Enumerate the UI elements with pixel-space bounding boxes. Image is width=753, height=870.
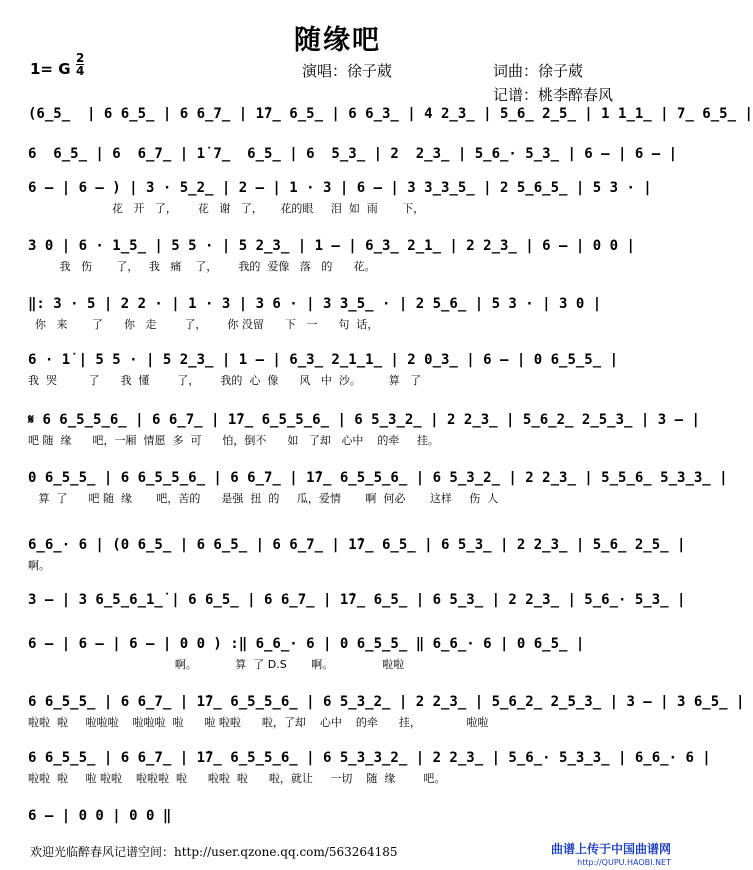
- footer-site-url: http://QUPU.HAOBI.NET: [577, 858, 671, 867]
- notation-line-7: 𝄋 6 6̲5̲5̲6̲ | 6 6̲7̲ | 1̇7̲ 6̲5̲5̲6̲ | 6 5̲3̲2̲ | 2 2̲3̲ | 5̲6̲2̲ 2̲5̲3̲ | 3 – |: [28, 412, 700, 428]
- composer-credit: 词曲：徐子葳: [493, 62, 584, 80]
- notation-line-14: 6 – | 0 0 | 0 0 ‖: [28, 808, 172, 824]
- footer-site-name: 曲谱上传于中国曲谱网: [550, 842, 671, 856]
- time-signature: [76, 52, 84, 77]
- lyric-line-5: 你 来 了 你 走 了， 你 没留 下 一 句 话，: [28, 318, 379, 331]
- notation-line-1: (6̲5̲ | 6 6̲5̲ | 6 6̲7̲ | 1̇7̲ 6̲5̲ | 6 6̲3̲ | 4 2̲3̲ | 5̲6̲ 2̲5̲ | 1 1̲1̲ | 7̲ 6̲5̲ |: [28, 106, 753, 122]
- notation-line-2: 6 6̲5̲ | 6 6̲7̲ | 1̇ 7̲ 6̲5̲ | 6 5̲3̲ | 2 2̲3̲ | 5̲6̲· 5̲3̲ | 6 – | 6 – |: [28, 146, 678, 162]
- notation-line-12: 6 6̲5̲5̲ | 6 6̲7̲ | 1̇7̲ 6̲5̲5̲6̲ | 6 5̲3̲2̲ | 2 2̲3̲ | 5̲6̲2̲ 2̲5̲3̲ | 3 – | 3 6̲5̲ |: [28, 694, 745, 710]
- lyric-line-11: 啊。 算 了 D.S 啊。 啦啦: [28, 658, 405, 671]
- lyric-line-12: 啦啦 啦 啦啦啦 啦啦啦 啦 啦 啦啦 啦，了却 心中 的牵 挂， 啦啦: [28, 716, 489, 729]
- lyric-line-3: 花 开 了， 花 谢 了， 花的眼 泪 如 雨 下，: [28, 202, 425, 215]
- footer-site-credit[interactable]: [551, 843, 671, 869]
- notation-line-11: 6 – | 6 – | 6 – | 0 0 ) :‖ 6̲6̲· 6 | 0 6̲5̲5̲ ‖ 6̲6̲· 6 | 0 6̲5̲ |: [28, 636, 585, 652]
- lyric-line-8: 算 了 吧 随 缘 吧，苦的 是强 扭 的 瓜，爱情 啊 何必 这样 伤 人: [28, 492, 499, 505]
- lyric-line-6: 我 哭 了 我 懂 了， 我的 心 像 风 中 沙。 算 了: [28, 374, 422, 387]
- time-denominator: 4: [76, 64, 85, 78]
- notation-line-8: 0 6̲5̲5̲ | 6 6̲5̲5̲6̲ | 6 6̲7̲ | 1̇7̲ 6̲5̲5̲6̲ | 6 5̲3̲2̲ | 2 2̲3̲ | 5̲5̲6̲ 5̲3̲3̲ |: [28, 470, 728, 486]
- lyric-line-9: 啊。: [28, 559, 50, 572]
- lyric-line-13: 啦啦 啦 啦 啦啦 啦啦啦 啦 啦啦 啦 啦，就让 一切 随 缘 吧。: [28, 772, 446, 785]
- time-numerator: 2: [76, 51, 85, 65]
- notation-line-5: ‖: 3 · 5 | 2 2 · | 1 · 3 | 3 6 · | 3 3̲5̲ · | 2 5̲6̲ | 5 3 · | 3 0 |: [28, 296, 602, 312]
- transcriber-credit: 记谱：桃李醉春风: [493, 86, 614, 104]
- notation-line-10: 3 – | 3 6̲5̲6̲1̲̇ | 6 6̲5̲ | 6 6̲7̲ | 1̇7̲ 6̲5̲ | 6 5̲3̲ | 2 2̲3̲ | 5̲6̲· 5̲3̲ |: [28, 592, 686, 608]
- lyric-line-7: 吧 随 缘 吧，一厢 情愿 多 可 怕，倒不 如 了却 心中 的牵 挂。: [28, 434, 439, 447]
- lyric-line-4: 我 伤 了， 我 痛 了， 我的 爱像 落 的 花。: [28, 260, 376, 273]
- notation-line-4: 3 0 | 6 · 1̲5̲ | 5 5 · | 5 2̲3̲ | 1 – | 6̲3̲ 2̲1̲ | 2 2̲3̲ | 6 – | 0 0 |: [28, 238, 635, 254]
- notation-line-9: 6̲6̲· 6 | (0 6̲5̲ | 6 6̲5̲ | 6 6̲7̲ | 1̇7̲ 6̲5̲ | 6 5̲3̲ | 2 2̲3̲ | 5̲6̲ 2̲5̲ |: [28, 537, 686, 553]
- notation-line-6: 6 · 1̇ | 5 5 · | 5 2̲3̲ | 1 – | 6̲3̲ 2̲1̲1̲ | 2 0̲3̲ | 6 – | 0 6̲5̲5̲ |: [28, 352, 619, 368]
- notation-line-3: 6 – | 6 – ) | 3 · 5̲2̲ | 2 – | 1 · 3 | 6 – | 3 3̲3̲5̲ | 2 5̲6̲5̲ | 5 3 · |: [28, 180, 652, 196]
- notation-line-13: 6 6̲5̲5̲ | 6 6̲7̲ | 1̇7̲ 6̲5̲5̲6̲ | 6 5̲3̲3̲2̲ | 2 2̲3̲ | 5̲6̲· 5̲3̲3̲ | 6̲6̲· 6 |: [28, 750, 711, 766]
- footer-website[interactable]: 欢迎光临醉春风记谱空间：http://user.qzone.qq.com/563264185: [30, 845, 398, 859]
- song-title: 随缘吧: [294, 25, 381, 56]
- key-signature: 1= G: [30, 60, 71, 78]
- singer-credit: 演唱：徐子葳: [302, 62, 393, 80]
